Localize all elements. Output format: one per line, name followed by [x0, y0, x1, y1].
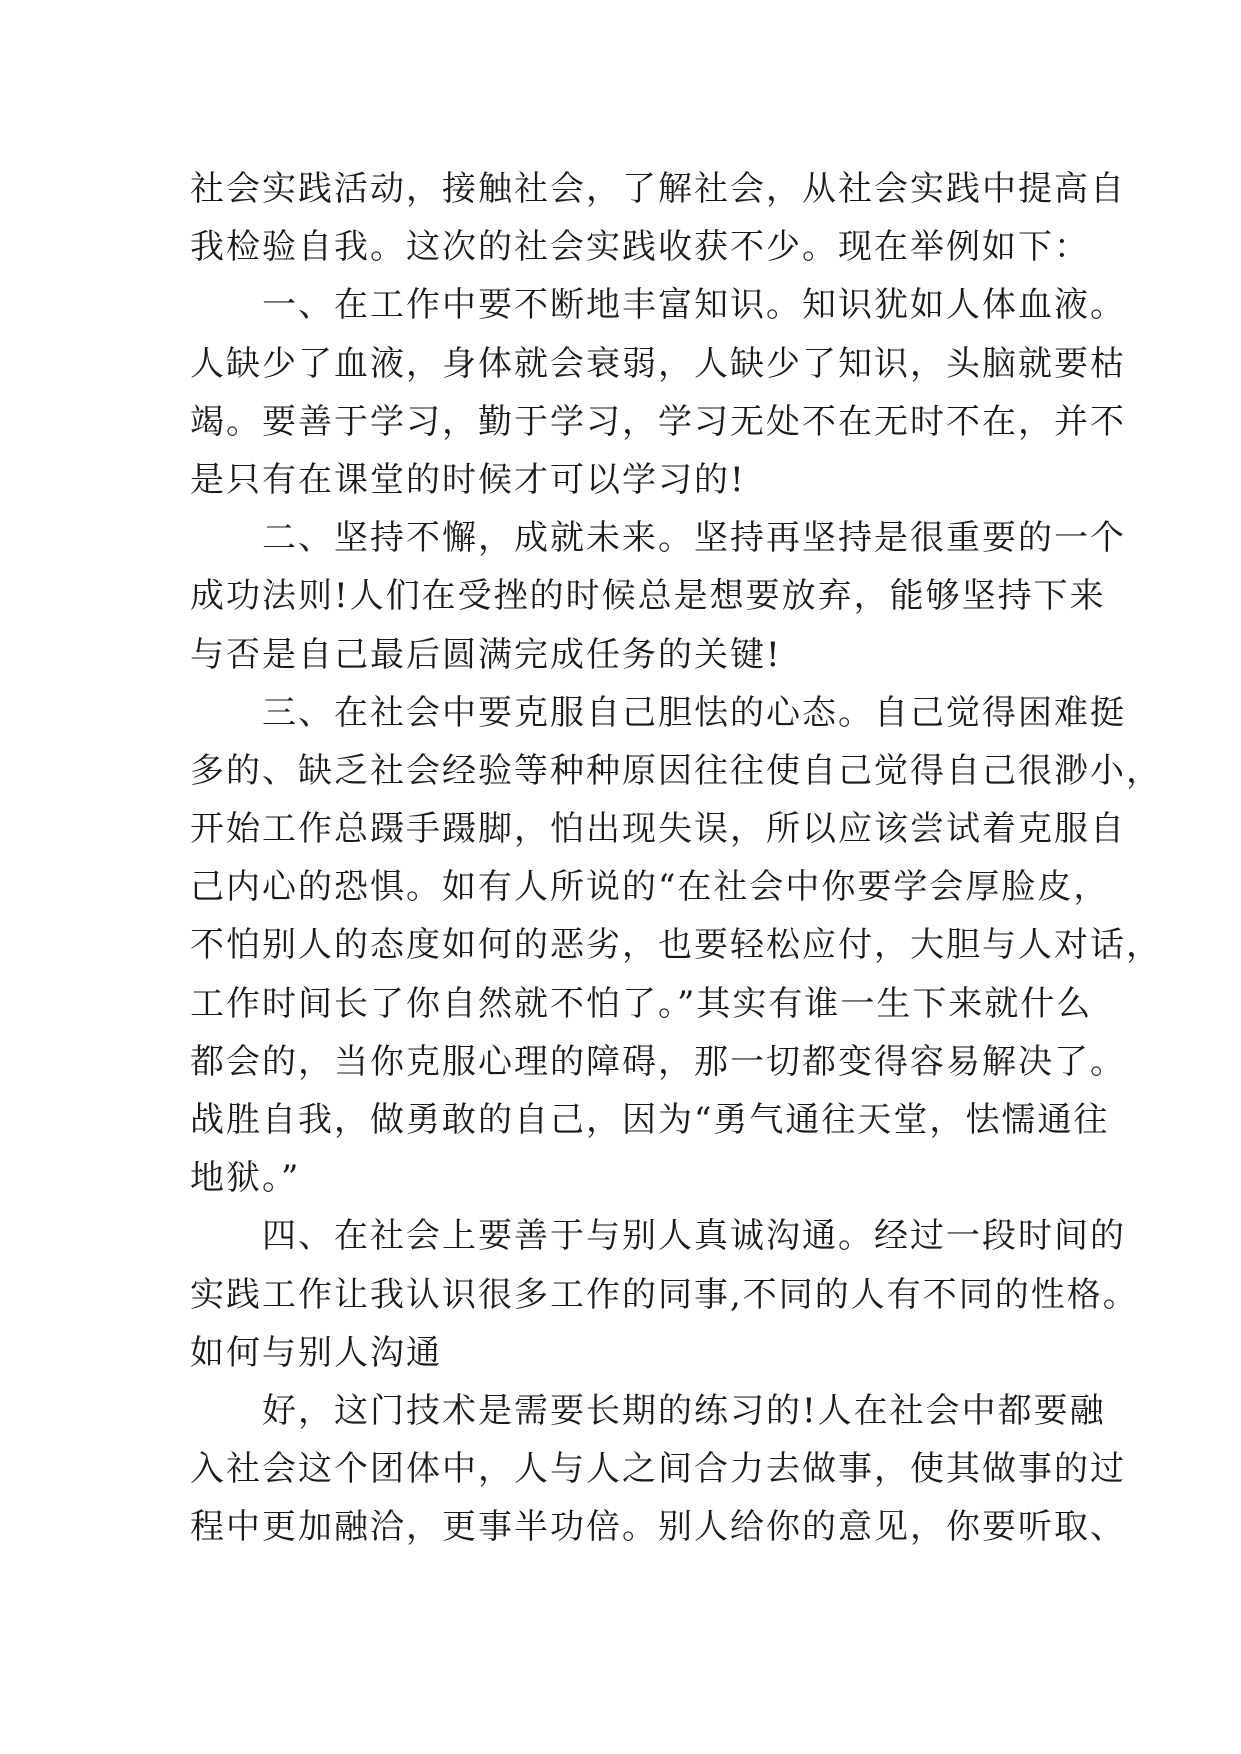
text-line: 如何与别人沟通	[190, 1332, 442, 1373]
text-line: 四、在社会上要善于与别人真诚沟通。经过一段时间的	[190, 1216, 1126, 1257]
text-line: 入社会这个团体中，人与人之间合力去做事，使其做事的过	[190, 1449, 1126, 1490]
text-line: 程中更加融洽，更事半功倍。别人给你的意见，你要听取、	[190, 1507, 1126, 1548]
text-line: 竭。要善于学习，勤于学习，学习无处不在无时不在，并不	[190, 401, 1126, 442]
text-line: 实践工作让我认识很多工作的同事,不同的人有不同的性格。	[190, 1274, 1139, 1315]
text-line: 社会实践活动，接触社会，了解社会，从社会实践中提高自	[190, 169, 1126, 209]
text-line: 好，这门技术是需要长期的练习的!人在社会中都要融	[190, 1390, 1106, 1431]
text-line: 二、坚持不懈，成就未来。坚持再坚持是很重要的一个	[190, 518, 1126, 559]
text-line: 一、在工作中要不断地丰富知识。知识犹如人体血液。	[190, 285, 1126, 326]
text-line: 工作时间长了你自然就不怕了。”其实有谁一生下来就什么	[190, 983, 1093, 1024]
text-line: 地狱。”	[190, 1158, 301, 1199]
text-line: 己内心的恐惧。如有人所说的“在社会中你要学会厚脸皮，	[190, 867, 1110, 908]
text-line: 都会的，当你克服心理的障碍，那一切都变得容易解决了。	[190, 1041, 1126, 1082]
text-line: 开始工作总蹑手蹑脚，怕出现失误，所以应该尝试着克服自	[190, 809, 1126, 850]
text-line: 多的、缺乏社会经验等种种原因往往使自己觉得自己很渺小，	[190, 750, 1162, 791]
text-line: 我检验自我。这次的社会实践收获不少。现在举例如下：	[190, 227, 1090, 268]
text-line: 战胜自我，做勇敢的自己，因为“勇气通往天堂，怯懦通往	[190, 1100, 1110, 1140]
text-line: 是只有在课堂的时候才可以学习的!	[190, 459, 746, 500]
text-line: 三、在社会中要克服自己胆怯的心态。自己觉得困难挺	[190, 692, 1126, 733]
text-line: 人缺少了血液，身体就会衰弱，人缺少了知识，头脑就要枯	[190, 343, 1126, 384]
text-line: 成功法则!人们在受挫的时候总是想要放弃，能够坚持下来	[190, 576, 1106, 617]
text-line: 与否是自己最后圆满完成任务的关键!	[190, 634, 782, 675]
text-line: 不怕别人的态度如何的恶劣，也要轻松应付，大胆与人对话，	[190, 925, 1162, 966]
body-text	[190, 160, 1162, 1557]
